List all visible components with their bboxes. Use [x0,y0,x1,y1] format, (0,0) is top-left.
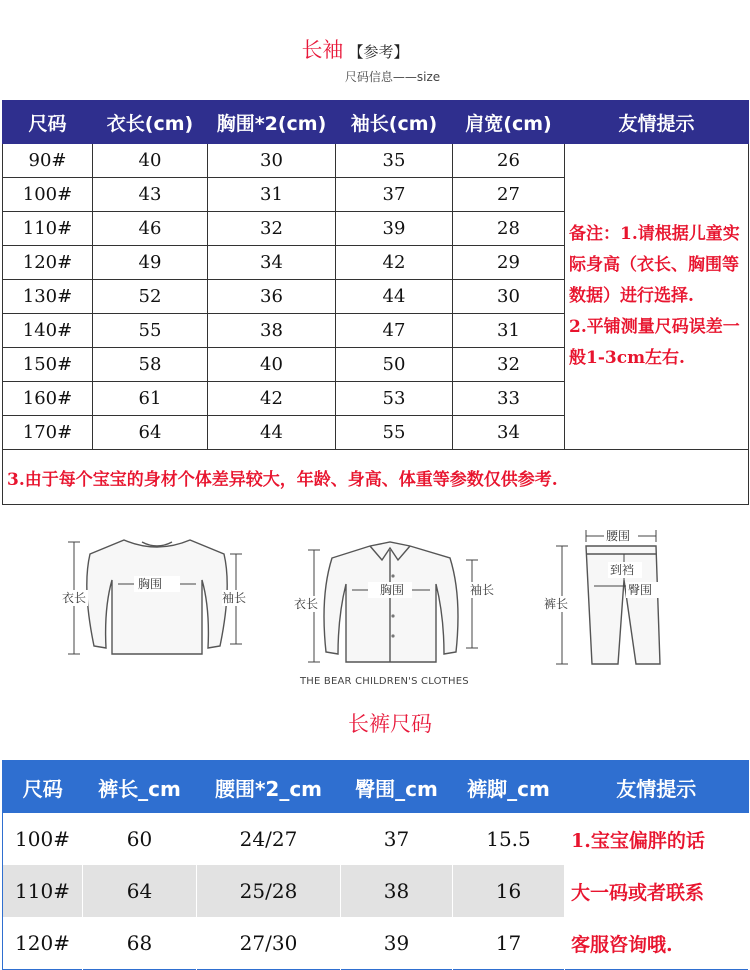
cell-sleeve: 55 [336,416,453,450]
tshirt-length-label: 衣长 [62,591,87,605]
cell-sleeve: 35 [336,144,453,178]
cell-length: 46 [93,212,208,246]
cell-length: 52 [93,280,208,314]
cell-pants-length: 60 [83,813,197,865]
header-sleeve: 袖长(cm) [336,101,453,144]
cell-shoulder: 30 [453,280,565,314]
pants-waist-label: 腰围 [606,529,631,543]
cell-waist: 24/27 [197,813,341,865]
cell-sleeve: 42 [336,246,453,280]
cell-length: 64 [93,416,208,450]
section1-subtitle: 尺码信息——size [344,70,441,84]
cell-sleeve: 53 [336,382,453,416]
cell-sleeve: 50 [336,348,453,382]
cell-chest: 31 [208,178,336,212]
cell-size: 160# [3,382,93,416]
table-row [3,917,749,970]
table-row [3,144,749,178]
cell-length: 55 [93,314,208,348]
pants-hip-label: 臀围 [628,583,653,597]
cell-length: 61 [93,382,208,416]
tips-note [565,144,749,450]
pants-diagram [540,524,670,674]
cell-length: 49 [93,246,208,280]
shirt-diagram [290,536,510,671]
cell-sleeve: 47 [336,314,453,348]
footer-note: 3.由于每个宝宝的身材个体差异较大，年龄、身高、体重等参数仅供参考. [3,450,749,505]
cell-size: 120# [3,246,93,280]
header-hip: 臀围_cm [341,761,453,814]
cell-hip: 39 [341,917,453,970]
cell-shoulder: 34 [453,416,565,450]
cell-chest: 34 [208,246,336,280]
table-row [3,865,749,917]
tips-note-line: 大一码或者联系 [565,865,749,917]
tshirt-diagram [62,528,252,663]
cell-size: 130# [3,280,93,314]
footer-row [3,450,749,505]
cell-size: 140# [3,314,93,348]
cell-chest: 44 [208,416,336,450]
cell-size: 120# [3,917,83,970]
section1-title-note: 【参考】 [348,43,409,61]
cell-length: 40 [93,144,208,178]
section1-title-row [0,34,750,64]
cell-size: 110# [3,865,83,917]
tshirt-sleeve-label: 袖长 [222,591,247,605]
top-size-table [2,100,749,505]
pants-size-table [2,760,749,970]
section2-title: 长裤尺码 [348,712,432,736]
cell-shoulder: 27 [453,178,565,212]
tshirt-chest-label: 胸围 [138,577,163,591]
cell-chest: 36 [208,280,336,314]
cell-shoulder: 31 [453,314,565,348]
cell-shoulder: 32 [453,348,565,382]
cell-pants-length: 68 [83,917,197,970]
header-pants-length: 裤长_cm [83,761,197,814]
cell-hip: 38 [341,865,453,917]
cell-hip: 37 [341,813,453,865]
cell-shoulder: 26 [453,144,565,178]
cell-hem: 16 [453,865,565,917]
cell-waist: 27/30 [197,917,341,970]
cell-chest: 38 [208,314,336,348]
shirt-length-label: 衣长 [294,597,319,611]
header-tips: 友情提示 [565,101,749,144]
header-tips: 友情提示 [565,761,749,814]
cell-shoulder: 28 [453,212,565,246]
cell-size: 100# [3,178,93,212]
cell-chest: 40 [208,348,336,382]
cell-sleeve: 39 [336,212,453,246]
header-chest: 胸围*2(cm) [208,101,336,144]
cell-size: 150# [3,348,93,382]
cell-chest: 42 [208,382,336,416]
cell-size: 100# [3,813,83,865]
cell-length: 58 [93,348,208,382]
cell-chest: 32 [208,212,336,246]
cell-shoulder: 29 [453,246,565,280]
cell-sleeve: 44 [336,280,453,314]
shirt-sleeve-label: 袖长 [470,583,495,597]
cell-shoulder: 33 [453,382,565,416]
brand-caption: THE BEAR CHILDREN'S CLOTHES [300,676,469,687]
header-length: 衣长(cm) [93,101,208,144]
table-row [3,813,749,865]
tips-note-line: 客服咨询哦. [565,917,749,970]
cell-sleeve: 37 [336,178,453,212]
tips-note-text: 备注：1.请根据儿童实际身高（衣长、胸围等数据）进行选择. 2.平铺测量尺码误差一般1-3cm左右. [569,224,740,368]
cell-size: 170# [3,416,93,450]
cell-hem: 17 [453,917,565,970]
header-size: 尺码 [3,101,93,144]
cell-pants-length: 64 [83,865,197,917]
cell-length: 43 [93,178,208,212]
pants-size-table-header [3,761,749,814]
section1-title: 长袖 [301,38,344,62]
shirt-chest-label: 胸围 [380,583,405,597]
header-hem: 裤脚_cm [453,761,565,814]
pants-length-label: 裤长 [544,597,569,611]
header-waist: 腰围*2_cm [197,761,341,814]
cell-size: 90# [3,144,93,178]
header-shoulder: 肩宽(cm) [453,101,565,144]
header-size: 尺码 [3,761,83,814]
pants-rise-label: 到裆 [610,563,635,577]
cell-size: 110# [3,212,93,246]
cell-hem: 15.5 [453,813,565,865]
cell-chest: 30 [208,144,336,178]
top-size-table-header [3,101,749,144]
cell-waist: 25/28 [197,865,341,917]
tips-note-line: 1.宝宝偏胖的话 [565,813,749,865]
